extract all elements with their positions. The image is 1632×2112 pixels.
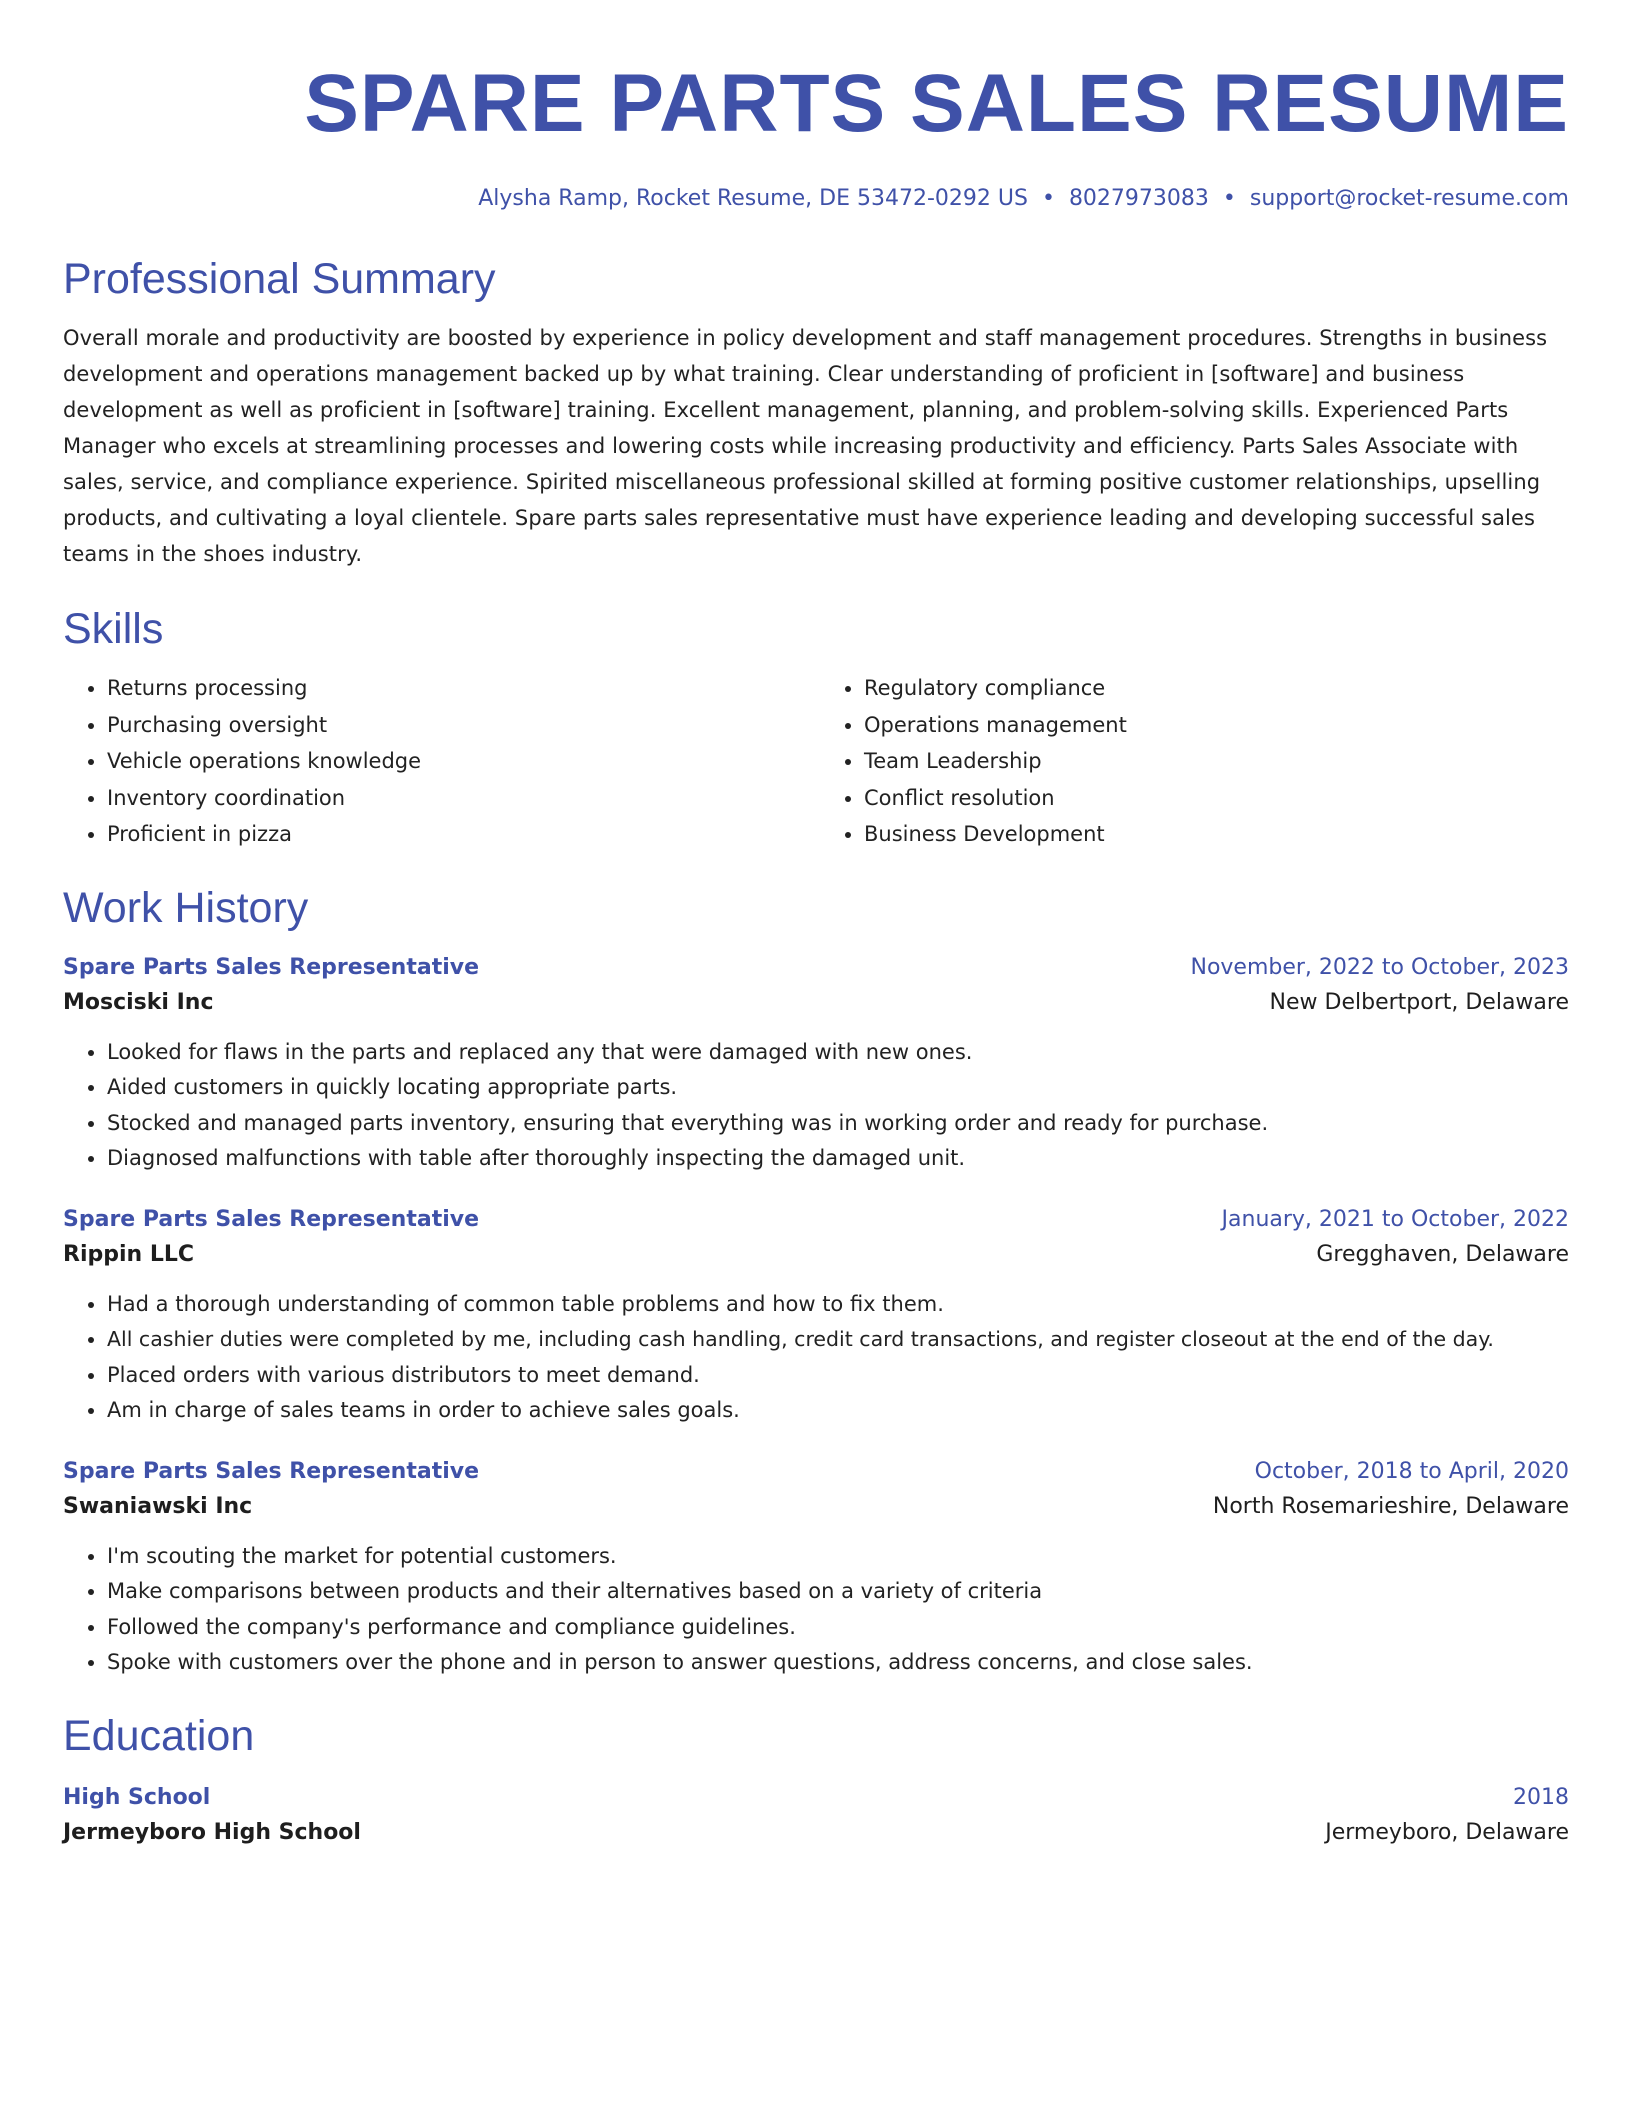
education-heading: Education <box>63 1711 255 1760</box>
skill-item: • Team Leadership <box>864 743 1569 780</box>
duty-item: • Make comparisons between products and their alternatives based on a variety of criteria <box>107 1574 1569 1610</box>
job-header-row <box>63 1203 1569 1237</box>
duty-item: • I'm scouting the market for potential customers. <box>107 1539 1569 1575</box>
job-header-row <box>63 951 1569 985</box>
skill-item: • Conflict resolution <box>864 780 1569 817</box>
education-degree: High School <box>63 1784 211 1810</box>
job-company-row <box>63 1489 1569 1525</box>
education-header-row <box>63 1781 1569 1815</box>
job-company-row <box>63 1237 1569 1273</box>
duty-item: • Placed orders with various distributors to meet demand. <box>107 1358 1569 1394</box>
contact-phone: 8027973083 <box>1068 186 1209 211</box>
job-location: New Delbertport, Delaware <box>1269 989 1569 1015</box>
skills-list <box>63 670 1569 853</box>
skill-item: • Operations management <box>864 707 1569 744</box>
job-company: Rippin LLC <box>63 1241 195 1267</box>
education-location: Jermeyboro, Delaware <box>1325 1819 1569 1845</box>
skill-item: • Inventory coordination <box>107 780 816 817</box>
skill-item: • Proficient in pizza <box>107 816 816 853</box>
education-school-row <box>63 1815 1569 1851</box>
job-entry <box>63 1455 1569 1681</box>
duty-item: • Spoke with customers over the phone and in person to answer questions, address concerns, and close sales. <box>107 1645 1569 1681</box>
contact-separator: • <box>1041 186 1055 211</box>
job-duties <box>63 1539 1569 1681</box>
duty-item: • Am in charge of sales teams in order to achieve sales goals. <box>107 1393 1569 1429</box>
work-history-heading: Work History <box>63 883 309 932</box>
job-dates: November, 2022 to October, 2023 <box>1190 954 1569 980</box>
job-title: Spare Parts Sales Representative <box>63 1206 480 1232</box>
education-school: Jermeyboro High School <box>63 1819 361 1845</box>
duty-item: • Diagnosed malfunctions with table after thoroughly inspecting the damaged unit. <box>107 1141 1569 1177</box>
contact-line <box>63 184 1569 214</box>
resume-header <box>63 58 1569 214</box>
job-company: Mosciski Inc <box>63 989 214 1015</box>
job-location: Gregghaven, Delaware <box>1316 1241 1569 1267</box>
job-entry <box>63 951 1569 1177</box>
skills-heading: Skills <box>63 605 164 653</box>
skill-item: • Vehicle operations knowledge <box>107 743 816 780</box>
education-year: 2018 <box>1513 1784 1569 1810</box>
duty-item: • Aided customers in quickly locating appropriate parts. <box>107 1070 1569 1106</box>
duty-item: • Stocked and managed parts inventory, ensuring that everything was in working order and ready for purchase. <box>107 1106 1569 1142</box>
summary-text: Overall morale and productivity are boosted by experience in policy development and staff management procedures. Strengths in business development and operations management backed up by what training. Clear understanding of proficient in [software] and business development as well as proficient in [software] training. Excellent management, planning, and problem-solving skills. Experienced Parts Manager who excels at streamlining processes and lowering costs while increasing productivity and efficiency. Parts Sales Associate with sales, service, and compliance experience. Spirited miscellaneous professional skilled at forming positive customer relationships, upselling products, and cultivating a loyal clientele. Spare parts sales representative must have experience leading and developing successful sales teams in the shoes industry. <box>63 326 1548 566</box>
duty-item: • Looked for flaws in the parts and replaced any that were damaged with new ones. <box>107 1035 1569 1071</box>
job-dates: January, 2021 to October, 2022 <box>1221 1206 1569 1232</box>
duty-item: • Had a thorough understanding of common table problems and how to fix them. <box>107 1287 1569 1323</box>
job-title: Spare Parts Sales Representative <box>63 1458 480 1484</box>
job-header-row <box>63 1455 1569 1489</box>
duty-item: • Followed the company's performance and compliance guidelines. <box>107 1610 1569 1646</box>
job-entry <box>63 1203 1569 1429</box>
contact-email[interactable]: support@rocket-resume.com <box>1249 186 1569 211</box>
skill-item: • Business Development <box>864 816 1569 853</box>
job-company-row <box>63 985 1569 1021</box>
skills-column-right <box>816 670 1569 853</box>
job-company: Swaniawski Inc <box>63 1493 253 1519</box>
job-dates: October, 2018 to April, 2020 <box>1254 1458 1569 1484</box>
job-duties <box>63 1287 1569 1429</box>
job-duties <box>63 1035 1569 1177</box>
skill-item: • Returns processing <box>107 670 816 707</box>
skill-item: • Regulatory compliance <box>864 670 1569 707</box>
resume-title: SPARE PARTS SALES RESUME <box>304 58 1569 149</box>
job-location: North Rosemarieshire, Delaware <box>1212 1493 1569 1519</box>
education-entry <box>63 1781 1569 1851</box>
duty-item: • All cashier duties were completed by me, including cash handling, credit card transactions, and register closeout at the end of the day. <box>107 1322 1569 1358</box>
contact-separator: • <box>1222 186 1236 211</box>
skills-column-left <box>63 670 816 853</box>
contact-address: Alysha Ramp, Rocket Resume, DE 53472-0292 US <box>478 186 1028 211</box>
summary-heading: Professional Summary <box>63 255 496 303</box>
job-title: Spare Parts Sales Representative <box>63 954 480 980</box>
skill-item: • Purchasing oversight <box>107 707 816 744</box>
